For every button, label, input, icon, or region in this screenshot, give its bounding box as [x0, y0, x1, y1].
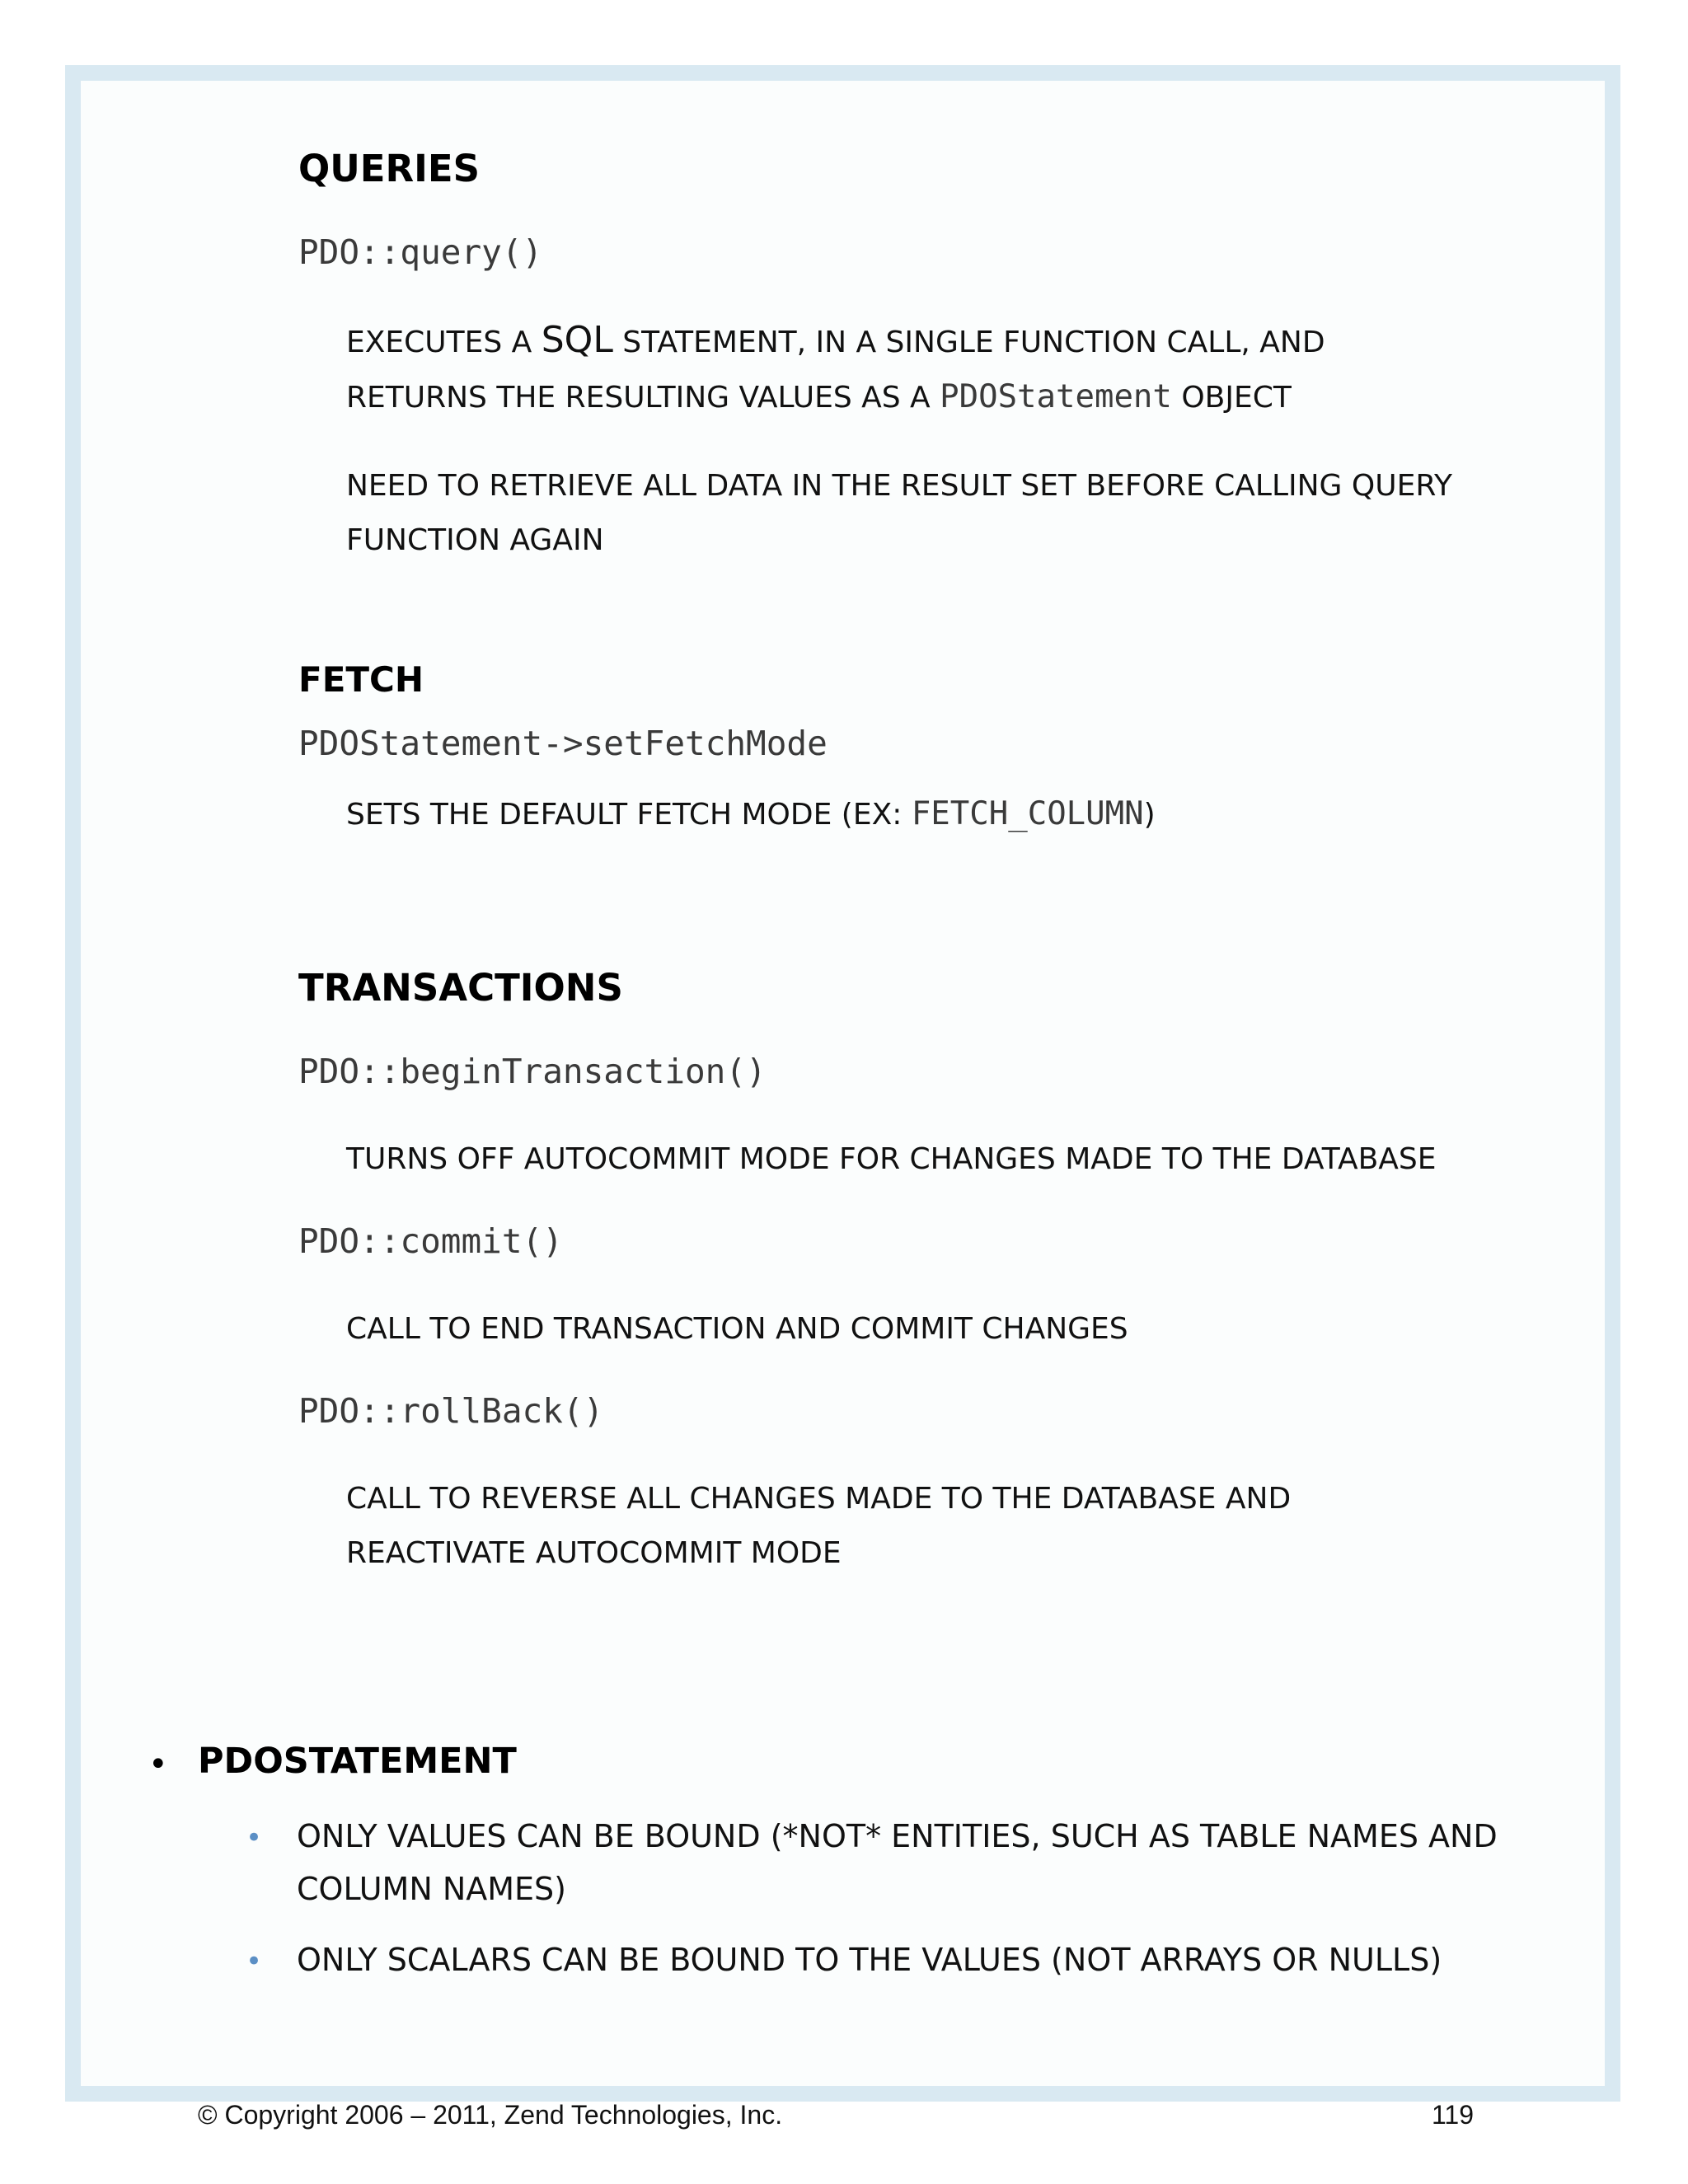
bound-values-line1: ONLY VALUES CAN BE BOUND (*NOT* ENTITIES, SUCH AS TABLE NAMES AND	[297, 1818, 1498, 1854]
rollback-desc-line2: REACTIVATE AUTOCOMMIT MODE	[346, 1536, 842, 1570]
pdostatement-inline-code: PDOStatement	[940, 378, 1172, 415]
pdo-query-code: PDO::query()	[298, 232, 543, 272]
queries-description-1	[346, 313, 1325, 425]
queries-description-2	[346, 459, 1452, 568]
queries-desc2-line1: NEED TO RETRIEVE ALL DATA IN THE RESULT SET BEFORE CALLING QUERY	[346, 469, 1453, 503]
bound-scalars-line1: ONLY SCALARS CAN BE BOUND TO THE VALUES (NOT ARRAYS OR NULLS)	[297, 1942, 1442, 1978]
commit-description	[346, 1302, 1128, 1357]
copyright-footer: © Copyright 2006 – 2011, Zend Technologies, Inc.	[198, 2100, 783, 2130]
queries-desc2-line2: FUNCTION AGAIN	[346, 523, 604, 557]
rollback-code: PDO::rollBack()	[298, 1391, 604, 1431]
main-bullet: •	[148, 1746, 168, 1783]
fetch-heading: FETCH	[298, 659, 424, 700]
sub-bullet-1: •	[246, 1821, 263, 1854]
page-number: 119	[1432, 2100, 1475, 2130]
rollback-description	[346, 1472, 1291, 1581]
sql-word: SQL	[541, 319, 613, 361]
fetch-description	[346, 787, 1156, 842]
sub-bullet-2: •	[246, 1945, 263, 1978]
bound-scalars-item	[297, 1933, 1442, 1986]
set-fetch-mode-code: PDOStatement->setFetchMode	[298, 724, 828, 763]
bound-values-line2: COLUMN NAMES)	[297, 1871, 566, 1907]
begin-desc-text: TURNS OFF AUTOCOMMIT MODE FOR CHANGES MADE TO THE DATABASE	[346, 1142, 1437, 1176]
queries-desc1-part-a: EXECUTES A	[346, 326, 542, 359]
rollback-desc-line1: CALL TO REVERSE ALL CHANGES MADE TO THE DATABASE AND	[346, 1482, 1292, 1516]
fetch-desc-a: SETS THE DEFAULT FETCH MODE (EX:	[346, 798, 912, 832]
fetch-desc-b: )	[1143, 798, 1156, 832]
queries-desc1-part-c: STATEMENT, IN A SINGLE FUNCTION CALL, AND	[612, 326, 1325, 359]
pdostatement-heading: PDOSTATEMENT	[198, 1741, 517, 1782]
fetch-column-code: FETCH_COLUMN	[911, 795, 1144, 832]
commit-code: PDO::commit()	[298, 1221, 563, 1261]
queries-heading: QUERIES	[298, 147, 481, 190]
bound-values-item	[297, 1810, 1498, 1915]
commit-desc-text: CALL TO END TRANSACTION AND COMMIT CHANGES	[346, 1312, 1128, 1346]
begin-transaction-description	[346, 1132, 1437, 1187]
queries-desc1-line2-a: RETURNS THE RESULTING VALUES AS A	[346, 381, 940, 415]
transactions-heading: TRANSACTIONS	[298, 966, 623, 1010]
begin-transaction-code: PDO::beginTransaction()	[298, 1052, 767, 1091]
queries-desc1-line2-b: OBJECT	[1171, 381, 1292, 415]
